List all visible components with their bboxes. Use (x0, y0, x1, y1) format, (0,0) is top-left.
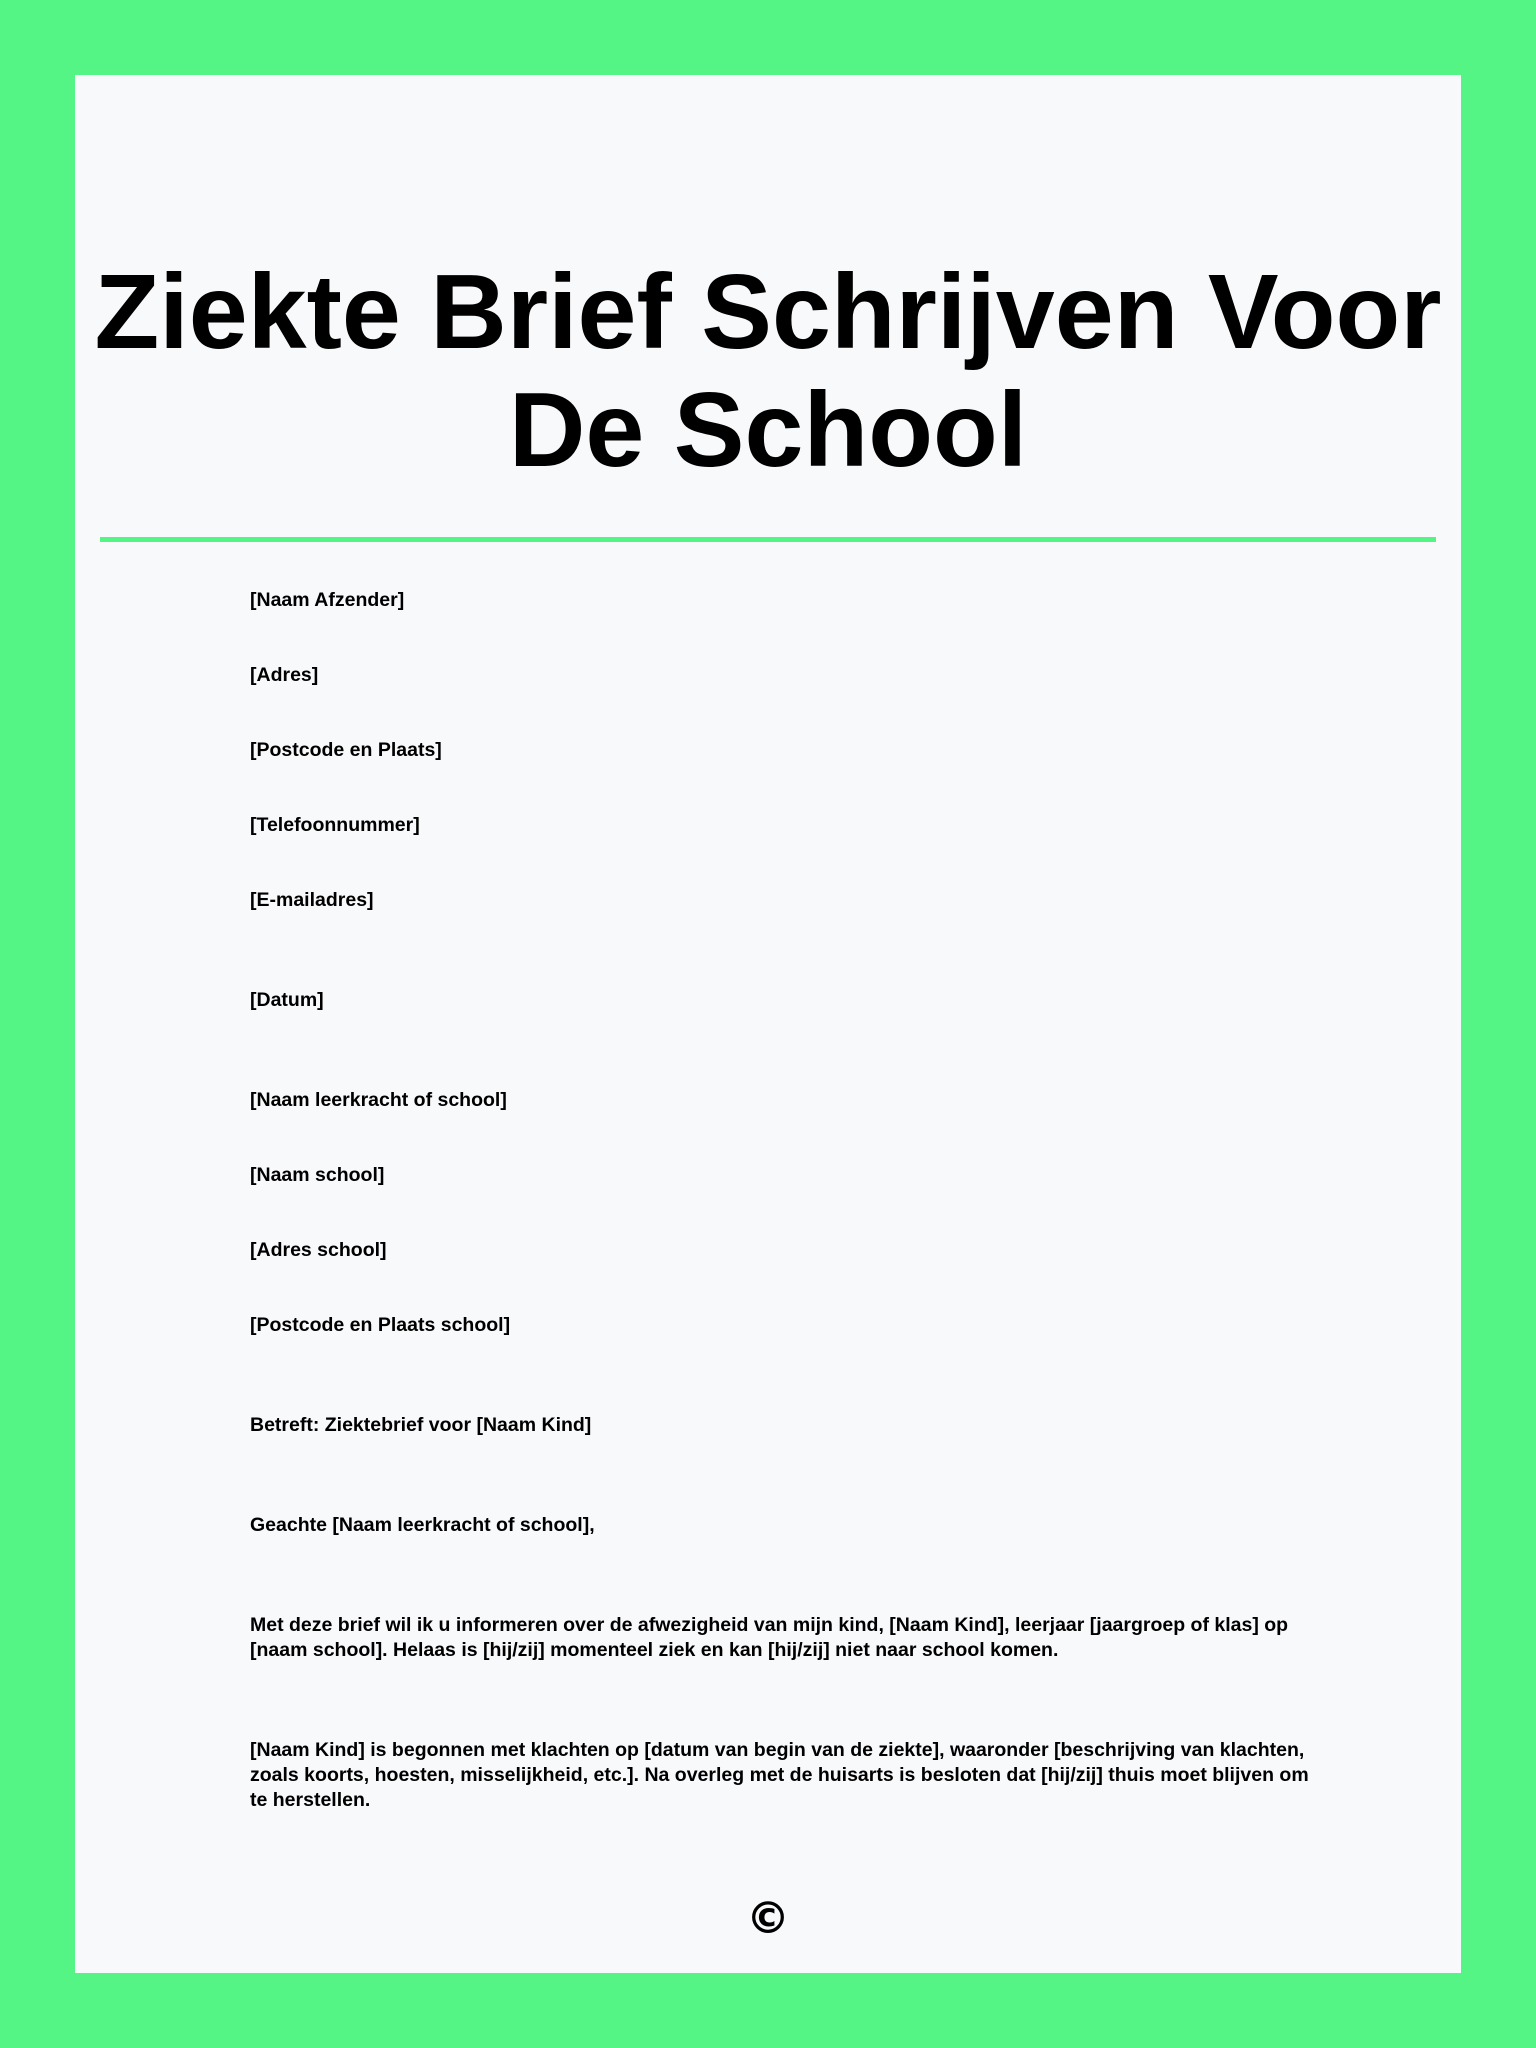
sender-phone: [Telefoonnummer] (250, 814, 420, 836)
letter-salutation: Geachte [Naam leerkracht of school], (250, 1514, 595, 1536)
recipient-address: [Adres school] (250, 1239, 387, 1261)
title-divider (100, 537, 1436, 542)
letter-date: [Datum] (250, 989, 324, 1011)
letter-subject: Betreft: Ziektebrief voor [Naam Kind] (250, 1414, 592, 1436)
letter-paragraph: [Naam Kind] is begonnen met klachten op [datum van begin van de ziekte], waaronder [beschrijving van klachten, zoals koorts, hoesten, misselijkheid, etc.]. Na overleg met de huisarts is besloten dat [hij/zij] thuis moet blijven om te herstellen. (250, 1739, 1309, 1811)
recipient-name: [Naam leerkracht of school] (250, 1089, 507, 1111)
document-page (75, 75, 1461, 1973)
copyright-icon: © (746, 1893, 790, 1944)
document-title: Ziekte Brief Schrijven Voor De School (94, 253, 1442, 489)
recipient-school: [Naam school] (250, 1164, 385, 1186)
sender-name: [Naam Afzender] (250, 589, 405, 611)
recipient-postal-city: [Postcode en Plaats school] (250, 1314, 511, 1336)
sender-address: [Adres] (250, 664, 319, 686)
sender-email: [E-mailadres] (250, 889, 374, 911)
letter-paragraph: Met deze brief wil ik u informeren over de afwezigheid van mijn kind, [Naam Kind], leerjaar [jaargroep of klas] op [naam school]. Helaas is [hij/zij] momenteel ziek en kan [hij/zij] niet naar school komen. (250, 1614, 1289, 1661)
sender-postal-city: [Postcode en Plaats] (250, 739, 442, 761)
